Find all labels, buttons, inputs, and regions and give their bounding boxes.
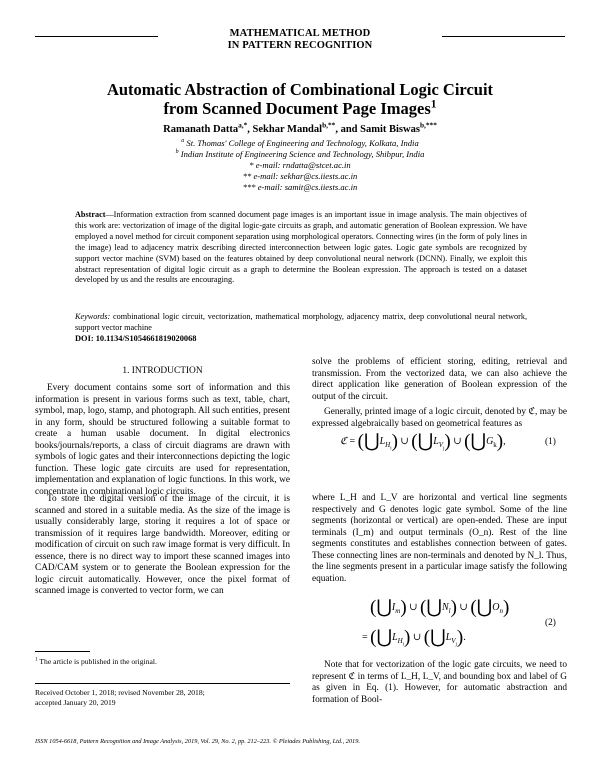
equation-2-line-2: = $(⋃L_{H_i})$ ∪ $(⋃L_{V_j})$.: [362, 627, 466, 648]
abstract-label: Abstract: [75, 210, 106, 219]
affiliation-b-mark: b: [175, 149, 179, 156]
footnote-rule: [35, 651, 90, 652]
affiliation-b-text: Indian Institute of Engineering Science and Technology, Shibpur, India: [178, 149, 425, 159]
right-paragraph-3: [312, 493, 567, 585]
section-heading-introduction: 1. INTRODUCTION: [122, 366, 203, 376]
abstract-text: —Information extraction from scanned document page images is an important issue in image analysis. The main objectives of this work are: vectorization of image of the digital logic-gate circuits as graph, and automatic generation of Boolean expression. We have employed a novel method for circuit component separation using morphological operators. Connecting wires (in the form of poly lines in the image) lead to adjacency matrix describing directed interconnection between logic gates. Logic gate symbols are recognized by support vector machine (SVM) based on the features obtained by deep convolutional neural network (DCNN). Finally, we exploit this abstract representation of digital logic circuit as a graph to determine the Boolean expression. The approach is tested on a dataset developed by us and the results are encouraging.: [75, 210, 527, 285]
email-3: *** e-mail: samit@cs.iiests.ac.in: [242, 182, 358, 192]
right-paragraph-1-text: solve the problems of efficient storing, editing, retrieval and transmission. From the vectorized data, we can also achieve the direct application like generation of Boolean expression of the output of the circuit.: [312, 357, 567, 402]
intro-paragraph-2: [35, 494, 290, 598]
affiliation-b: [40, 149, 560, 160]
equation-2-number: (2): [545, 618, 556, 628]
abstract: [75, 210, 527, 286]
intro-paragraph-2-text: To store the digital version of the image of the circuit, it is scanned and stored in a suitable media. As the size of the image is usually considerably large, storing it requires a lot of space or transmission of it requires large bandwidth. Moreover, editing or modification of circuit on such raw image format is very difficult. In essence, there is no direct way to import these scanned images into CAD/CAM system or to generate the Boolean expression for the logic circuit automatically. However, once the pixel format of scanned image is converted to vector form, we can: [35, 494, 290, 597]
right-paragraph-3-text: where L_H and L_V are horizontal and vertical line segments respectively and G denotes logic gate symbol. Some of the line segments (horizontal or vertical) are open-ended. These are input terminals (I_m) and output terminals (O_n). Rest of the line segments constitutes and establishes connection between of gates. These connecting lines are non-terminals and denoted by N_l. Thus, the line segments present in a particular image satisfy the following equation.: [312, 493, 567, 584]
title-line-1: Automatic Abstraction of Combinational Logic Circuit: [106, 80, 494, 99]
received-line-1: Received October 1, 2018; revised November 28, 2018;: [35, 688, 205, 697]
footnote: [35, 657, 290, 666]
author-1-mark: a,*: [238, 120, 248, 130]
journal-line-2: IN PATTERN RECOGNITION: [227, 40, 373, 51]
title-line-2: [40, 99, 560, 118]
author-3: , and Samit Biswas: [335, 124, 420, 135]
keywords: [75, 312, 527, 334]
right-paragraph-4: [312, 660, 567, 706]
keywords-label: Keywords:: [75, 312, 111, 321]
author-1: Ramanath Datta: [163, 124, 239, 135]
affiliation-a-text: St. Thomas' College of Engineering and Technology, Kolkata, India: [184, 138, 419, 148]
right-paragraph-1: [312, 357, 567, 403]
journal-section-title: [170, 28, 430, 52]
author-3-mark: b,***: [419, 120, 437, 130]
footnote-mark: 1: [35, 656, 38, 663]
author-2-mark: b,**: [322, 120, 336, 130]
affiliation-a-mark: a: [181, 138, 185, 145]
keywords-text: combinational logic circuit, vectorization, mathematical morphology, adjacency matrix, deep convolutional neural network, support vector machine: [75, 312, 527, 332]
footnote-text: The article is published in the original.: [37, 657, 157, 666]
author-2: , Sekhar Mandal: [247, 124, 323, 135]
intro-paragraph-1: [35, 383, 290, 498]
right-paragraph-2-text: Generally, printed image of a logic circuit, denoted by ℭ, may be expressed algebraically based on geometrical features as: [312, 407, 567, 429]
journal-line-1: MATHEMATICAL METHOD: [229, 28, 371, 39]
equation-1-number: (1): [545, 437, 556, 447]
affiliation-a: [40, 138, 560, 149]
equation-1: ℭ = $(⋃L_{H_i})$ ∪ $(⋃L_{V_j})$ ∪ $(⋃G_k)$,: [340, 431, 506, 452]
intro-paragraph-1-text: Every document contains some sort of information and this information is present in various forms such as text, table, chart, symbol, map, logo, stamp, and photograph. All such entities, present in any form, should be structured following a suitable format to create a human usable document. In digital electronics books/journals/reports, a class of circuit diagrams are drawn with symbols of logic gates and their interconnections depicting the logic function. These logic gate circuits are used for representation, implementation and explanation of logic functions. In this work, we concentrate in combinational logic circuits.: [35, 383, 290, 497]
doi: DOI: 10.1134/S1054661819020068: [75, 334, 197, 343]
received-dates: [35, 688, 290, 708]
email-2: ** e-mail: sekhar@cs.iiests.ac.in: [242, 171, 358, 181]
right-paragraph-4-text: Note that for vectorization of the logic gate circuits, we need to represent ℭ in terms of L_H, L_V, and bounding box and label of G as given in Eq. (1). However, for automatic abstraction and formation of Bool-: [312, 660, 567, 705]
equation-2-line-1: $(⋃I_m)$ ∪ $(⋃N_l)$ ∪ $(⋃O_n)$: [370, 597, 510, 618]
received-line-2: accepted January 20, 2019: [35, 698, 116, 707]
journal-footer: ISSN 1054-6618, Pattern Recognition and Image Analysis, 2019, Vol. 29, No. 2, pp. 212–223. © Pleiades Publishing, Ltd., 2019.: [35, 738, 360, 745]
title-line-2-text: from Scanned Document Page Images: [163, 99, 431, 118]
received-rule: [35, 683, 290, 684]
header-rule-right: [442, 36, 565, 37]
header-rule-left: [35, 36, 158, 37]
paper-title: [40, 80, 560, 118]
email-1: * e-mail: rndatta@stcet.ac.in: [249, 160, 351, 170]
title-footnote-mark: 1: [430, 98, 437, 111]
author-list: [40, 120, 560, 135]
right-paragraph-2: [312, 407, 567, 430]
